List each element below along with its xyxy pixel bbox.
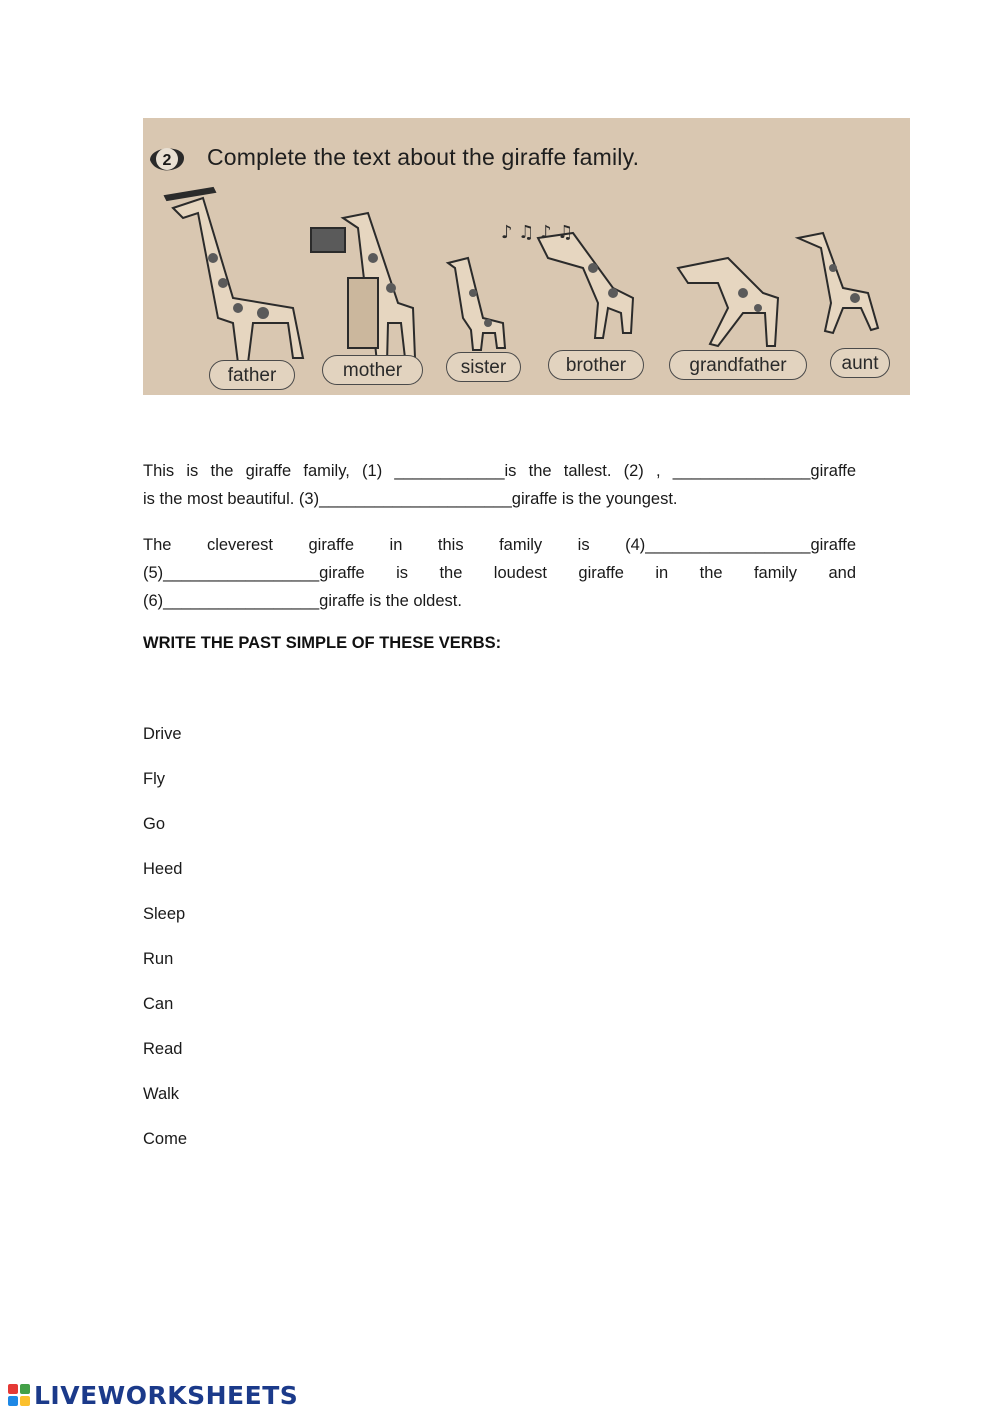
label-mother: mother bbox=[322, 355, 423, 385]
verb-item: Go bbox=[143, 815, 166, 833]
liveworksheets-brand: LIVEWORKSHEETS bbox=[34, 1380, 299, 1410]
verb-item: Heed bbox=[143, 860, 183, 878]
paragraph-1-line-1: This is the giraffe family, (1) ____________is the tallest. (2) , _______________giraffe bbox=[143, 462, 856, 480]
paragraph-2-line-1: The cleverest giraffe in this family is (4)__________________giraffe bbox=[143, 536, 856, 554]
giraffe-mother-drawing bbox=[311, 213, 415, 363]
exercise-number: 2 bbox=[162, 152, 172, 169]
verb-item: Run bbox=[143, 950, 174, 968]
liveworksheets-logo-icon bbox=[8, 1384, 30, 1406]
verb-item: Fly bbox=[143, 770, 165, 788]
label-aunt: aunt bbox=[830, 348, 890, 378]
verb-item: Come bbox=[143, 1130, 188, 1148]
paragraph-2-line-3: (6)_________________giraffe is the oldest. bbox=[143, 592, 462, 610]
giraffe-brother-drawing bbox=[501, 222, 633, 338]
verb-item: Can bbox=[143, 995, 174, 1013]
exercise-title: Complete the text about the giraffe family. bbox=[207, 144, 640, 170]
paragraph-1 bbox=[143, 457, 856, 513]
verb-item: Drive bbox=[143, 725, 182, 743]
giraffe-father-drawing bbox=[165, 188, 303, 363]
giraffe-grandfather-drawing bbox=[678, 258, 778, 346]
label-father: father bbox=[209, 360, 295, 390]
paragraph-2-line-2: (5)_________________giraffe is the loudest giraffe in the family and bbox=[143, 564, 856, 582]
label-sister: sister bbox=[446, 352, 521, 382]
verb-item: Walk bbox=[143, 1085, 180, 1103]
exercise-number-badge bbox=[146, 140, 188, 178]
giraffe-aunt-drawing bbox=[798, 233, 878, 333]
verb-item: Read bbox=[143, 1040, 183, 1058]
svg-text:♪ ♫ ♪ ♫: ♪ ♫ ♪ ♫ bbox=[501, 222, 574, 243]
verbs-heading: WRITE THE PAST SIMPLE OF THESE VERBS: bbox=[143, 634, 502, 652]
verb-item: Sleep bbox=[143, 905, 186, 923]
paragraph-2 bbox=[143, 531, 856, 615]
giraffe-sister-drawing bbox=[448, 258, 505, 350]
paragraph-1-line-2: is the most beautiful. (3)_____________________giraffe is the youngest. bbox=[143, 490, 678, 508]
label-brother: brother bbox=[548, 350, 644, 380]
giraffe-family-illustration bbox=[143, 118, 910, 395]
label-grandfather: grandfather bbox=[669, 350, 807, 380]
liveworksheets-logo[interactable] bbox=[8, 1380, 298, 1410]
